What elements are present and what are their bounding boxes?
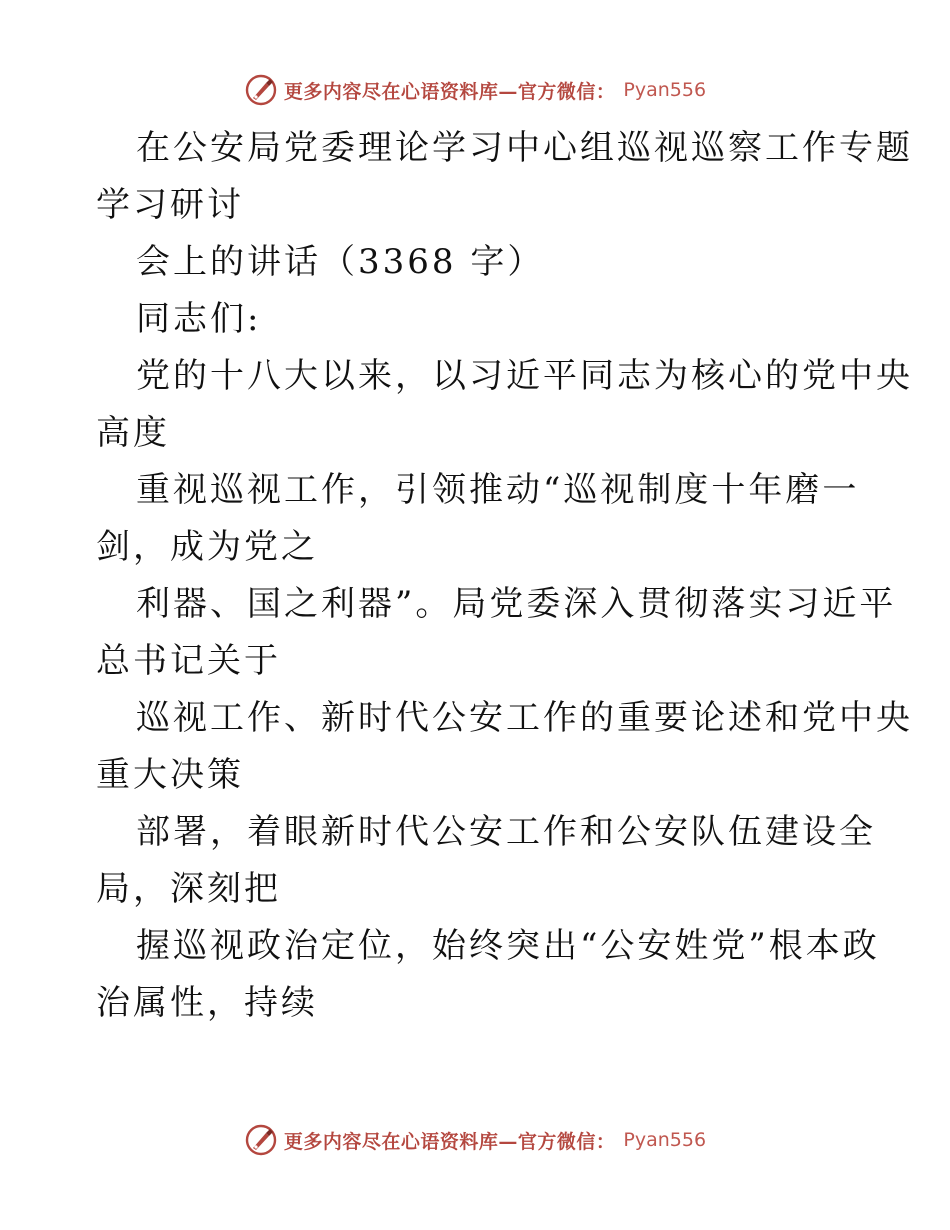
doc-line: 剑，成为党之 [96,527,318,567]
header-banner-wechat: Pyan556 [623,79,707,101]
footer-banner-wechat: Pyan556 [623,1129,707,1151]
doc-line: 部署，着眼新时代公安工作和公安队伍建设全 [136,812,876,852]
doc-line: 握巡视政治定位，始终突出“公安姓党”根本政 [136,926,880,966]
doc-line: 党的十八大以来，以习近平同志为核心的党中央 [136,356,913,396]
doc-line: 局，深刻把 [96,869,281,909]
doc-line: 治属性，持续 [96,983,318,1023]
doc-line: 重大决策 [96,755,244,795]
doc-line: 同志们: [136,299,262,339]
doc-line: 高度 [96,413,170,453]
pen-logo-icon [244,73,278,107]
doc-line: 总书记关于 [96,641,281,681]
doc-line: 学习研讨 [96,185,244,225]
header-banner-text: 更多内容尽在心语资料库—官方微信： [283,80,616,103]
doc-line: 利器、国之利器”。局党委深入贯彻落实习近平 [136,584,897,624]
footer-banner-text: 更多内容尽在心语资料库—官方微信： [283,1130,616,1153]
doc-line: 会上的讲话（3368 字） [136,242,545,282]
doc-line: 重视巡视工作，引领推动“巡视制度十年磨一 [136,470,860,510]
pen-logo-icon [244,1123,278,1157]
doc-line: 巡视工作、新时代公安工作的重要论述和党中央 [136,698,913,738]
header-banner [0,70,950,110]
doc-line: 在公安局党委理论学习中心组巡视巡察工作专题 [136,128,913,168]
footer-banner [0,1120,950,1160]
document-body [96,120,913,1032]
